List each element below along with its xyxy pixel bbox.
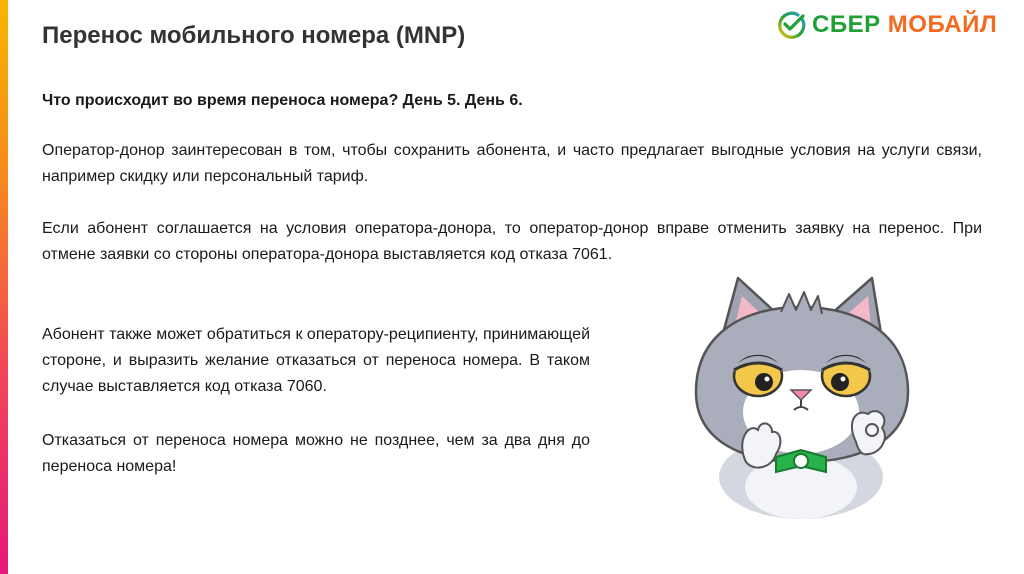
logo-text: СБЕР МОБАЙЛ [812, 11, 998, 38]
section-subheading: Что происходит во время переноса номера? День 5. День 6. [42, 92, 523, 109]
page-title: Перенос мобильного номера (MNP) [42, 22, 466, 49]
paragraph-recipient-cancel: Абонент также может обратиться к оператору-реципиенту, принимающей стороне, и выразить желание отказаться от переноса номера. В таком случае выставляется код отказа 7060. [42, 326, 590, 395]
paragraph-donor-cancel: Если абонент соглашается на условия оператора-донора, то оператор-донор вправе отменить заявку на перенос. При отмене заявки со стороны оператора-донора выставляется код отказа 7061. [42, 220, 982, 263]
cat-mascot-icon [676, 272, 926, 520]
sber-logo-icon [776, 10, 806, 40]
accent-bar [0, 0, 8, 574]
sber-mobile-logo [776, 8, 1002, 42]
paragraph-deadline: Отказаться от переноса номера можно не позднее, чем за два дня до переноса номера! [42, 432, 590, 475]
paragraph-donor-offer: Оператор-донор заинтересован в том, чтобы сохранить абонента, и часто предлагает выгодные условия на услуги связи, например скидку или персональный тариф. [42, 142, 982, 185]
